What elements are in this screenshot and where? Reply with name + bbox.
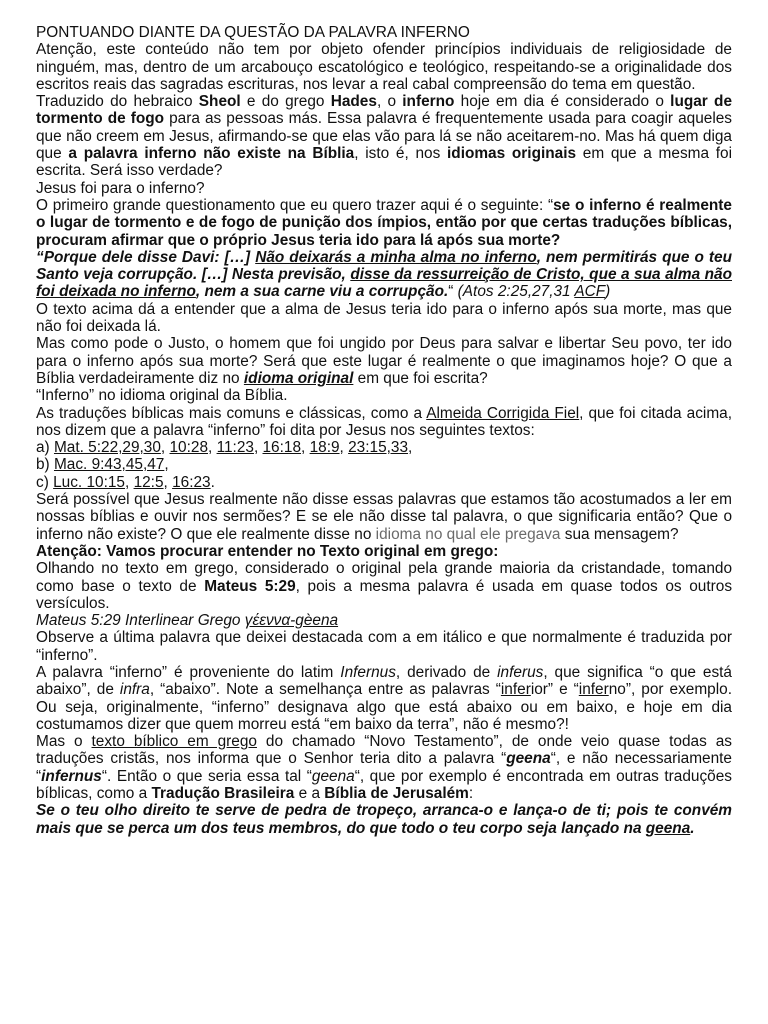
- quote-underline: Não deixarás a minha alma no inferno: [255, 248, 537, 266]
- term-inferno: inferno: [402, 93, 455, 111]
- term-biblia-jerusalem: Bíblia de Jerusalém: [324, 785, 469, 803]
- list-label: a): [36, 439, 54, 457]
- term-inferus: inferus: [497, 663, 544, 681]
- quote-mark: “: [448, 283, 454, 301]
- text: Mas como pode o Justo, o homem que foi ungido por Deus para salvar e libertar Seu povo, ter ido para o inferno após sua morte? Será que este lugar é realmente o que imaginamos hoje? O que a Bíblia verdadeiramente diz no: [36, 335, 732, 387]
- paragraph-sera-possivel: [36, 491, 732, 543]
- text: A palavra “inferno” é proveniente do latim: [36, 663, 341, 681]
- text: O primeiro grande questionamento que eu quero trazer aqui é o seguinte: “: [36, 196, 554, 214]
- verse-link[interactable]: 11:23: [216, 439, 254, 457]
- verse-link[interactable]: 10:28: [169, 439, 208, 457]
- text: , que significa “o que está abaixo”, de: [36, 663, 732, 699]
- text: “, que por exemplo é encontrada em outras traduções bíblicas, como a: [36, 767, 732, 803]
- list-item-c: c) Luc. 10:15, 12:5, 16:23.: [36, 473, 215, 491]
- heading-atencao-text: Atenção: Vamos procurar entender no Texto original em grego:: [36, 542, 499, 560]
- text: Traduzido do hebraico: [36, 93, 199, 111]
- text: :: [468, 785, 474, 803]
- quote-text: , nem a sua carne viu a corrupção.: [195, 283, 449, 301]
- quote-text: “Porque dele disse Davi: […]: [36, 248, 256, 266]
- text: Mas o: [36, 733, 92, 751]
- term-geena: geena: [506, 750, 551, 768]
- term-infernus-bold: infernus: [41, 767, 102, 785]
- interlinear-label: Mateus 5:29 Interlinear Grego: [36, 612, 245, 630]
- heading-jesus-inferno: Jesus foi para o inferno?: [36, 179, 205, 197]
- paragraph-intro: [36, 93, 732, 179]
- question-bold: se o inferno é realmente o lugar de tormento e de fogo de punição dos ímpios, então por que certas traduções bíblicas, procuram afirmar que o próprio Jesus teria ido para lá após sua morte?: [36, 196, 732, 249]
- text: em que a mesma foi escrita. Será isso verdade?: [36, 145, 732, 180]
- paragraph-traducoes: [36, 405, 732, 440]
- idioma-original-link[interactable]: idioma original: [243, 369, 354, 387]
- list-label: b): [36, 456, 54, 474]
- term-nao-existe: a palavra inferno não existe na Bíblia: [68, 145, 355, 163]
- term-infer-underline: infer: [500, 681, 531, 699]
- term-idiomas-originais: idiomas originais: [447, 145, 577, 163]
- paragraph-latim: [36, 664, 732, 733]
- almeida-link[interactable]: Almeida Corrigida Fiel: [426, 404, 580, 422]
- text: no”, por exemplo. Ou seja, originalmente, “inferno” designava algo que está abaixo ou em baixo, e hoje em dia costumamos dizer que quem morreu está “em baixo da terra”, não é mesmo?!: [36, 681, 732, 733]
- list-item-b: b) Mac. 9:43,45,47,: [36, 456, 169, 474]
- verse-link[interactable]: 12:5: [133, 473, 164, 491]
- paragraph-question: [36, 197, 732, 249]
- term-infra: infra: [119, 681, 150, 699]
- text: ior” e “: [530, 681, 579, 699]
- text: As traduções bíblicas mais comuns e clássicas, como a: [36, 404, 427, 422]
- texto-grego-link[interactable]: texto bíblico em grego: [91, 733, 257, 751]
- quote-mateus: [36, 802, 732, 837]
- term-sheol: Sheol: [198, 93, 241, 111]
- paragraph-grego: [36, 560, 732, 612]
- term-mateus: Mateus 5:29: [204, 577, 296, 595]
- text: e a: [294, 785, 325, 803]
- geena-underline: geena: [645, 819, 691, 837]
- paragraph-disclaimer: Atenção, este conteúdo não tem por objeto ofender princípios individuais de religiosidade de ninguém, mas, dentro de um arcabouço escatológico e teológico, respeitando-se a originalidade dos escritos reais das sagradas escrituras, nos levar a real cabal compreensão do tema em questão.: [36, 41, 732, 93]
- quote-text: , nem permitirás que o teu Santo veja corrupção. […] Nesta previsão,: [36, 248, 732, 284]
- quote-atos: [36, 249, 732, 301]
- text: “. Então o que seria essa tal “: [101, 767, 312, 785]
- document-title: PONTUANDO DIANTE DA QUESTÃO DA PALAVRA INFERNO: [36, 24, 470, 41]
- text: , “abaixo”. Note a semelhança entre as palavras “: [149, 681, 501, 699]
- verse-link[interactable]: 16:23: [172, 473, 211, 491]
- verse-link[interactable]: Mat. 5:22,29,30: [53, 439, 161, 457]
- text: para as pessoas más. Essa palavra é frequentemente usada para coagir aqueles que não creem em Jesus, afirmando-se que elas vão para lá se não aceitarem-no. Mas há quem diga que: [36, 110, 732, 163]
- text: hoje em dia é considerado o: [454, 93, 671, 111]
- heading-atencao: [36, 543, 732, 560]
- term-lugar-tormento: lugar de tormento de fogo: [36, 93, 733, 128]
- paragraph-observe: Observe a última palavra que deixei destacada com a em itálico e que normalmente é traduzida por “inferno”.: [36, 629, 732, 664]
- quote-text: Se o teu olho direito te serve de pedra de tropeço, arranca-o e lança-o de ti; pois te convém mais que se perca um dos teus membros, do que todo o teu corpo seja lançado na: [36, 802, 732, 837]
- text: , isto é, nos: [354, 145, 448, 163]
- paragraph-explanation: O texto acima dá a entender que a alma de Jesus teria ido para o inferno após sua morte, mas que não foi deixada lá.: [36, 300, 732, 336]
- text: Será possível que Jesus realmente não disse essas palavras que estamos tão acostumados a ler em nossas bíblias e ouvir nos sermões? E se ele não disse tal palavra, o que significaria então? Que o inferno não existe? O que ele realmente disse no: [36, 491, 732, 543]
- text: , que foi citada acima, nos dizem que a palavra “inferno” foi dita por Jesus nos seguintes textos:: [36, 404, 732, 439]
- list-label: c): [36, 473, 54, 491]
- text: em que foi escrita?: [353, 369, 488, 387]
- gray-phrase: idioma no qual ele pregava: [375, 525, 561, 543]
- geena-greek-link[interactable]: γέεννα-gèena: [244, 612, 339, 630]
- text: do chamado “Novo Testamento”, de onde veio quase todas as traduções cristãs, nos informa que o Senhor teria dito a palavra “: [36, 733, 733, 768]
- verse-link[interactable]: Luc. 10:15: [53, 473, 125, 491]
- verse-link[interactable]: 16:18: [262, 439, 302, 457]
- term-infer-underline: infer: [578, 681, 609, 699]
- text: “, e não necessariamente “: [36, 750, 732, 785]
- text: Olhando no texto em grego, considerado o original pela grande maioria da cristandade, tomando como base o texto de: [36, 560, 732, 595]
- heading-inferno-original: “Inferno” no idioma original da Bíblia.: [36, 387, 288, 405]
- verse-link[interactable]: Mac. 9:43,45,47: [53, 456, 165, 474]
- term-geena-italic: geena: [311, 767, 355, 785]
- term-infernus: Infernus: [340, 663, 396, 681]
- quote-text: .: [690, 819, 695, 837]
- text: , o: [376, 93, 403, 111]
- quote-reference: (Atos 2:25,27,31: [453, 283, 575, 301]
- paragraph-texto-biblico: [36, 733, 732, 802]
- quote-underline: disse da ressurreição de Cristo, que a sua alma não foi deixada no inferno: [36, 266, 732, 301]
- verse-link[interactable]: 18:9: [309, 439, 340, 457]
- quote-reference-close: ): [605, 283, 611, 301]
- text: e do grego: [240, 93, 331, 111]
- term-hades: Hades: [330, 93, 377, 111]
- term-traducao-brasileira: Tradução Brasileira: [151, 785, 295, 803]
- acf-link[interactable]: ACF: [574, 283, 606, 301]
- text: sua mensagem?: [560, 525, 679, 543]
- interlinear-line: [36, 612, 732, 629]
- paragraph-justo: [36, 335, 732, 387]
- text: , pois a mesma palavra é usada em quase todos os outros versículos.: [36, 577, 733, 612]
- list-item-a: a) Mat. 5:22,29,30, 10:28, 11:23, 16:18, 18:9, 23:15,33,: [36, 439, 413, 457]
- text: , derivado de: [395, 663, 498, 681]
- verse-link[interactable]: 23:15,33: [348, 439, 409, 457]
